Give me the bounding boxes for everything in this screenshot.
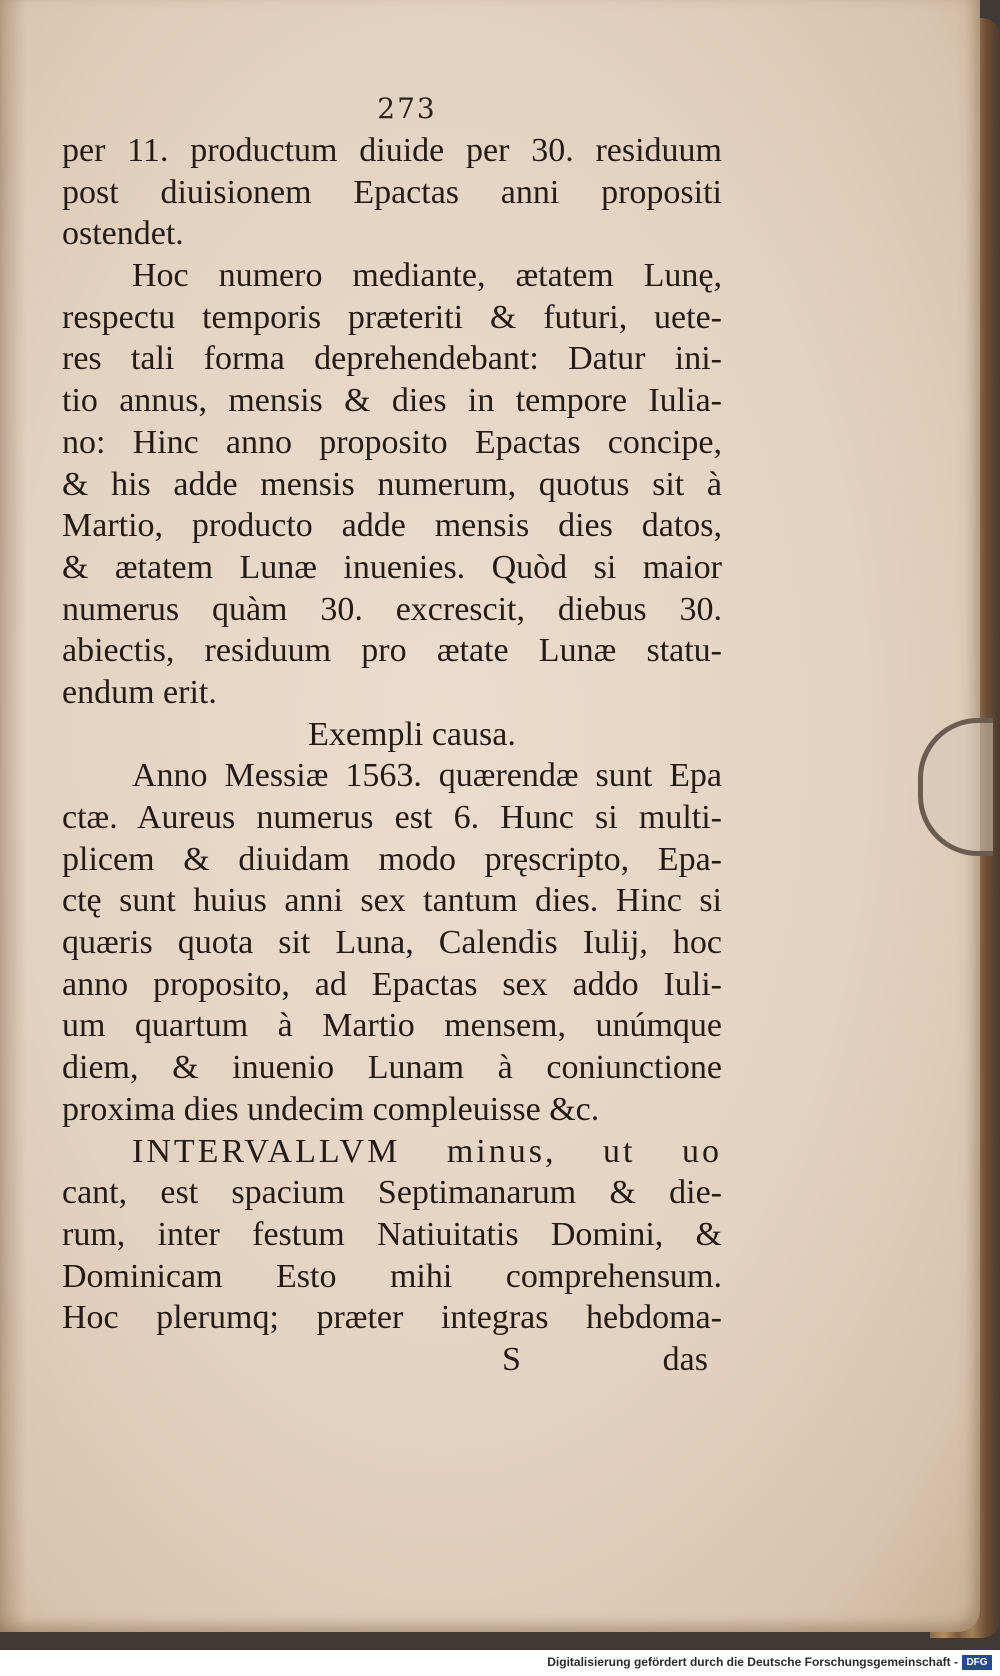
text-line: ctę sunt huius anni sex tantum dies. Hinc si (62, 882, 722, 920)
text-line: per 11. productum diuide per 30. residuum (62, 132, 722, 169)
text-line: tio annus, mensis & dies in tempore Iulia- (62, 382, 722, 420)
text-line: post diuisionem Epactas anni propositi (62, 173, 722, 211)
section-heading: Exempli causa. (308, 715, 516, 753)
text-line: Hoc plerumq; præter integras hebdoma- (62, 1299, 722, 1337)
text-line: no: Hinc anno proposito Epactas concipe, (62, 423, 722, 461)
signature-mark: S (502, 1340, 521, 1378)
text-line: res tali forma deprehendebant: Datur ini- (62, 340, 722, 378)
text-line: ctæ. Aureus numerus est 6. Hunc si multi- (62, 799, 722, 836)
text-line: & his adde mensis numerum, quotus sit à (62, 465, 722, 503)
dfg-logo: DFG (962, 1655, 992, 1670)
text-line: Anno Messiæ 1563. quærendæ sunt Epa (132, 757, 722, 795)
text-line: Martio, producto adde mensis dies datos, (62, 507, 722, 545)
text-line: rum, inter festum Natiuitatis Domini, & (62, 1215, 722, 1253)
text-line: um quartum à Martio mensem, unúmque (62, 1007, 722, 1045)
text-line: Hoc numero mediante, ætatem Lunę, (132, 257, 722, 295)
gutter-shadow (0, 0, 26, 1632)
text-line: Dominicam Esto mihi comprehensum. (62, 1257, 722, 1295)
text-line: endum erit. (62, 673, 217, 711)
signature-line (62, 1339, 722, 1381)
funding-credit: Digitalisierung gefördert durch die Deutsche Forschungsgemeinschaft - (547, 1655, 958, 1669)
catchword: das (662, 1340, 708, 1378)
text-line: cant, est spacium Septimanarum & die- (62, 1174, 722, 1212)
text-line: plicem & diuidam modo pręscripto, Epa- (62, 840, 722, 878)
text-line: quæris quota sit Luna, Calendis Iulij, hoc (62, 924, 722, 962)
text-line: proxima dies undecim compleuisse &c. (62, 1090, 600, 1128)
text-line: anno proposito, ad Epactas sex addo Iuli- (62, 965, 722, 1003)
text-line: respectu temporis præteriti & futuri, uete- (62, 298, 722, 336)
footer-bar (0, 1650, 1000, 1676)
page-text (62, 130, 722, 1381)
text-line: diem, & inuenio Lunam à coniunctione (62, 1049, 722, 1087)
page-number: 273 (377, 92, 437, 125)
text-line: & ætatem Lunæ inuenies. Quòd si maior (62, 548, 722, 586)
text-line: abiectis, residuum pro ætate Lunæ statu- (62, 632, 722, 670)
text-line: INTERVALLVM minus, ut uo (132, 1132, 722, 1170)
text-line: numerus quàm 30. excrescit, diebus 30. (62, 590, 722, 628)
text-line: ostendet. (62, 215, 184, 253)
